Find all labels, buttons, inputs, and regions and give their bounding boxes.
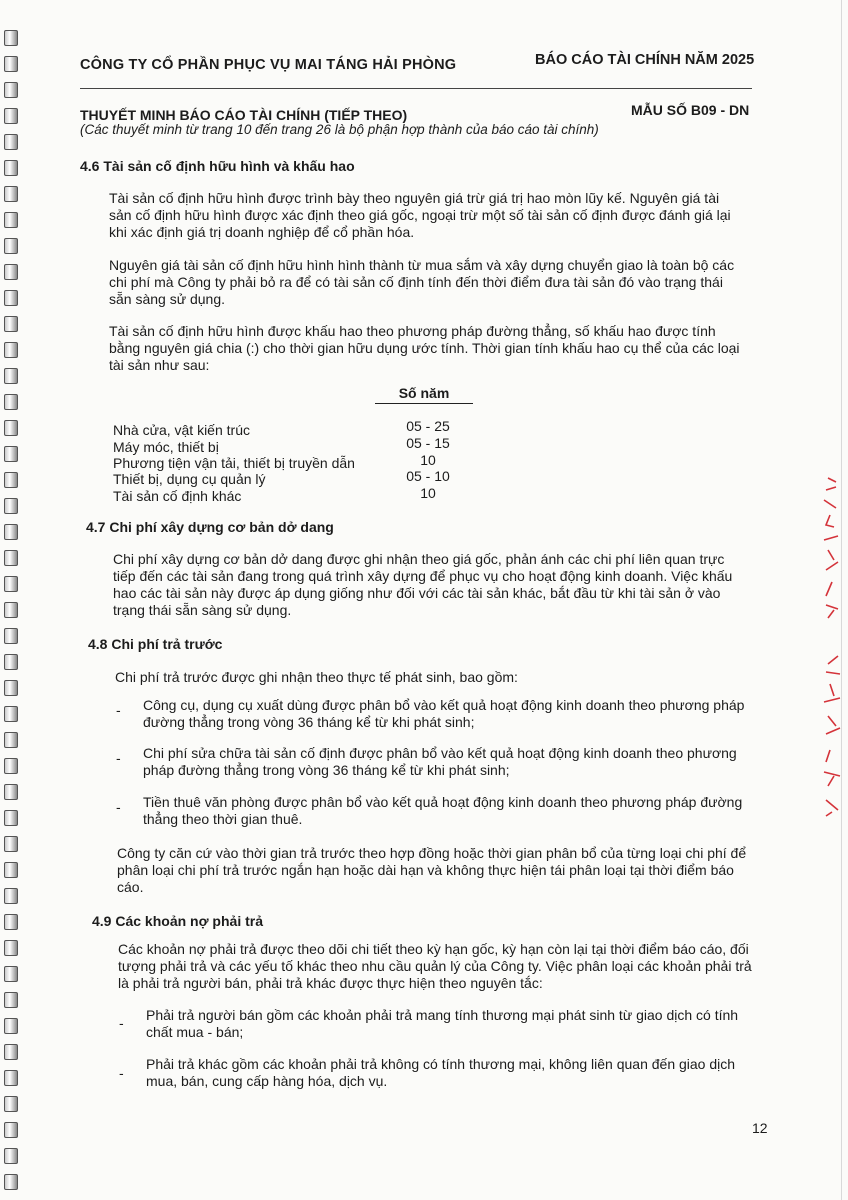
text-line: cáo. xyxy=(117,879,144,895)
notes-title: THUYẾT MINH BÁO CÁO TÀI CHÍNH (TIẾP THEO) xyxy=(80,107,408,123)
section-4-8-para-end xyxy=(117,845,769,896)
bullet-dash: - xyxy=(116,702,121,718)
text-line: Chi phí xây dựng cơ bản dở dang được ghi nhận theo giá gốc, phản ánh các chi phí liên quan trực xyxy=(113,551,725,567)
table-header-years: Số năm xyxy=(375,385,473,404)
section-4-7-title: 4.7 Chi phí xây dựng cơ bản dở dang xyxy=(86,519,334,535)
text-line: mua, bán, cung cấp hàng hóa, dịch vụ. xyxy=(146,1073,388,1089)
text-line: Chi phí sửa chữa tài sản cố định được phân bổ vào kết quả hoạt động kinh doanh theo phương xyxy=(143,745,737,761)
text-line: Phải trả khác gồm các khoản phải trả không có tính thương mại, không liên quan đến giao dịch xyxy=(146,1056,736,1072)
page-number: 12 xyxy=(752,1120,768,1136)
text-line: tượng phải trả và các yếu tố khác theo nhu cầu quản lý của Công ty. Việc phân loại các khoản phải trả xyxy=(118,958,752,974)
text-line: bằng nguyên giá chia (:) cho thời gian hữu dụng ước tính. Thời gian tính khấu hao cụ thể của các loại xyxy=(109,340,740,356)
text-line: sẵn sàng sử dụng. xyxy=(109,291,226,307)
table-row-label: Tài sản cố định khác xyxy=(113,488,242,504)
text-line: sản cố định hữu hình được xác định theo giá gốc, ngoại trừ một số tài sản cố định được đánh giá lại xyxy=(109,207,731,223)
table-row-label: Nhà cửa, vật kiến trúc xyxy=(113,422,250,438)
bullet-dash: - xyxy=(119,1015,124,1031)
section-4-6-para-1 xyxy=(109,190,761,241)
text-line: phân loại chi phí trả trước ngắn hạn hoặc dài hạn và không thực hiện tái phân loại tại thời điểm báo xyxy=(117,862,734,878)
section-4-6-para-2 xyxy=(109,257,761,308)
text-line: tài sản như sau: xyxy=(109,357,210,373)
text-line: hao các tài sản này được áp dụng giống như đối với các tài sản khác, bắt đầu từ khi tài sản ở vào xyxy=(113,585,721,601)
section-4-9-bullet-2 xyxy=(146,1056,766,1090)
text-line: thẳng theo thời gian thuê. xyxy=(143,811,303,827)
text-line: đường thẳng trong vòng 36 tháng kể từ khi phát sinh; xyxy=(143,714,475,730)
text-line: Tài sản cố định hữu hình được trình bày theo nguyên giá trừ giá trị hao mòn lũy kế. Nguyên giá tài xyxy=(109,190,720,206)
table-row-label: Máy móc, thiết bị xyxy=(113,439,219,455)
text-line: Nguyên giá tài sản cố định hữu hình hình thành từ mua sắm và xây dựng chuyển giao là toàn bộ các xyxy=(109,257,735,273)
table-row-label: Thiết bị, dụng cụ quản lý xyxy=(113,471,266,487)
bullet-dash: - xyxy=(116,750,121,766)
table-row-years: 10 xyxy=(420,452,436,468)
text-line: Phải trả người bán gồm các khoản phải trả mang tính thương mại phát sinh từ giao dịch có tính xyxy=(146,1007,739,1023)
section-4-8-bullet-3 xyxy=(143,794,763,828)
text-line: là phải trả người bán, phải trả khác được thực hiện theo nguyên tắc: xyxy=(118,975,543,991)
table-row-years: 05 - 25 xyxy=(406,418,450,434)
notes-remark: (Các thuyết minh từ trang 10 đến trang 26 là bộ phận hợp thành của báo cáo tài chính) xyxy=(80,122,599,137)
bullet-dash: - xyxy=(116,799,121,815)
section-4-7-para xyxy=(113,551,765,619)
text-line: Công ty căn cứ vào thời gian trả trước theo hợp đồng hoặc thời gian phân bổ của từng loại chi phí để xyxy=(117,845,747,861)
text-line: Các khoản nợ phải trả được theo dõi chi tiết theo kỳ hạn gốc, kỳ hạn còn lại tại thời điểm báo cáo, đối xyxy=(118,941,749,957)
text-line: Tài sản cố định hữu hình được khấu hao theo phương pháp đường thẳng, số khấu hao được tính xyxy=(109,323,716,339)
text-line: tiếp đến các tài sản đang trong quá trình xây dựng để phục vụ cho hoạt động kinh doanh. Việc khấu xyxy=(113,568,733,584)
company-name: CÔNG TY CỔ PHẦN PHỤC VỤ MAI TÁNG HẢI PHÒNG xyxy=(80,57,457,73)
section-4-9-title: 4.9 Các khoản nợ phải trả xyxy=(92,913,264,929)
text-line: Công cụ, dụng cụ xuất dùng được phân bổ vào kết quả hoạt động kinh doanh theo phương pháp xyxy=(143,697,745,713)
header-rule xyxy=(80,88,752,89)
section-4-8-bullet-1 xyxy=(143,697,763,731)
text-line: chi phí mà Công ty phải bỏ ra để có tài sản cố định tính đến thời điểm đưa tài sản đó vào trạng thái xyxy=(109,274,723,290)
section-4-6-title: 4.6 Tài sản cố định hữu hình và khấu hao xyxy=(80,158,355,174)
form-code: MẪU SỐ B09 - DN xyxy=(631,102,750,118)
section-4-8-bullet-2 xyxy=(143,745,763,779)
table-row-years: 05 - 15 xyxy=(406,435,450,451)
section-4-6-para-3 xyxy=(109,323,761,374)
table-row-years: 10 xyxy=(420,485,436,501)
text-line: Tiền thuê văn phòng được phân bổ vào kết quả hoạt động kinh doanh theo phương pháp đường xyxy=(143,794,743,810)
text-line: trạng thái sẵn sàng sử dụng. xyxy=(113,602,292,618)
bullet-dash: - xyxy=(119,1065,124,1081)
table-row-label: Phương tiện vận tải, thiết bị truyền dẫn xyxy=(113,455,355,471)
section-4-8-title: 4.8 Chi phí trả trước xyxy=(88,636,223,652)
text-line: pháp đường thẳng trong vòng 36 tháng kể từ khi phát sinh; xyxy=(143,762,510,778)
section-4-9-bullet-1 xyxy=(146,1007,766,1041)
table-row-years: 05 - 10 xyxy=(406,468,450,484)
text-line: khi xác định giá trị doanh nghiệp để cổ phần hóa. xyxy=(109,224,415,240)
section-4-9-para xyxy=(118,941,770,992)
text-line: chất mua - bán; xyxy=(146,1024,244,1040)
section-4-8-intro: Chi phí trả trước được ghi nhận theo thực tế phát sinh, bao gồm: xyxy=(115,669,518,685)
report-title: BÁO CÁO TÀI CHÍNH NĂM 2025 xyxy=(535,52,755,68)
